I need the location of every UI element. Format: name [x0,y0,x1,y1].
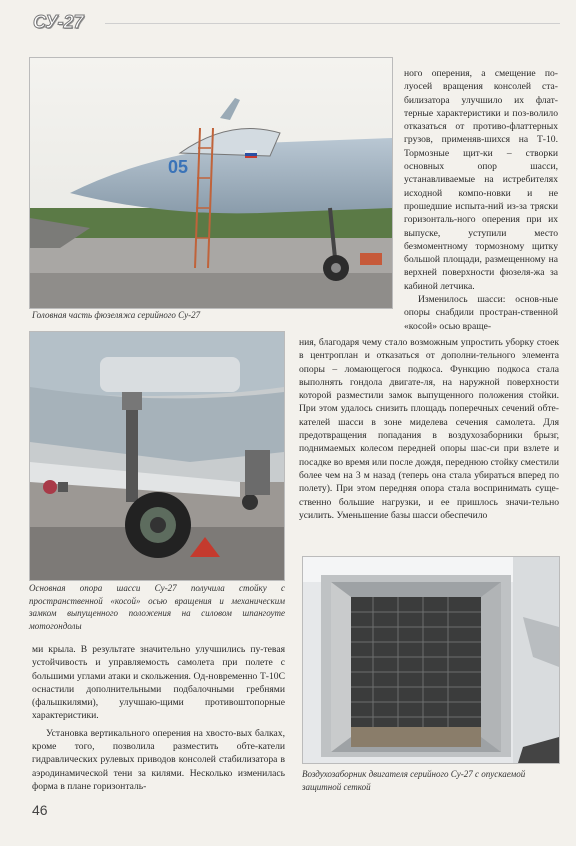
text-column-left-bottom [32,643,285,793]
magazine-logo: СУ-27 [33,12,84,32]
photo-main-landing-gear [29,331,285,581]
header-rule [105,23,560,24]
photo-caption-air-intake: Воздухозаборник двигателя серийного Су-27 с опускаемой защитной сеткой [302,769,526,792]
paragraph: Установка вертикального оперения на хвосто-вых балках, кроме того, позволила разместить обте-катели гидравлических рулевых приводов консолей стабилизатора в аэродинамической тени за килями. Несколько изменилась форма в плане горизонталь- [32,727,285,792]
text-column-right-top [404,67,558,333]
page-number: 46 [32,802,48,818]
paragraph: Изменилось шасси: основ-ные опоры снабдили простран-ственной «косой» осью враще- [404,294,558,332]
paragraph: ми крыла. В результате значительно улучшились пу-тевая устойчивость и управляемость самолета при полете с большими углами атаки и скольжения. Од-новременно Т-10С оснастили дополнительными подбалочными гребнями (фальшкилями), улучшаю-щими противоштопорные характеристики. [32,644,285,722]
photo-air-intake [302,556,560,764]
page-header [0,0,576,30]
text-block-middle [299,336,559,522]
paragraph: ния, благодаря чему стало возможным упростить уборку стоек в центроплан и отказаться от дополни-тельного элемента опоры – ломающегося подкоса. Функцию подкоса стала выполнять гондола двигате-ля, на наружной поверхности которой разместили замок выпущенного положения стойки. При этом удалось снизить площадь поперечных сечений обте-кателей шасси в зоне миделева сечения самолета. Для предотвращения попадания в воздухозаборники брызг, поднимаемых колесом передней опоры шас-си при взлете и посадке во время или после дождя, переднюю стойку сместили более чем на 3 м назад (теперь она стала убираться вперед по полету). При этом передняя опора стала воспринимать суще-ственно большие нагрузки, и ее пришлось значи-тельно усилить. Уменьшение базы шасси обеспечило [299,337,559,521]
photo-caption-nose: Головная часть фюзеляжа серийного Су-27 [32,310,201,320]
nose-number: 05 [168,157,189,177]
paragraph: ного оперения, а смещение по-луосей вращения консолей ста-билизатора улучшило их флат-терные характеристики и поз-волило отказаться от противо-флаттерных грузов, применяв-шихся на Т-10. Тормозные щит-ки – створки основных опор шасси, устанавливаемые на истребителях исходной компо-новки и не прошедшие испыта-ний из-за тряски горизонталь-ного оперения при их выпуске, уступили место безмоментному тормозному щитку большой площади, размещенному на верхней поверхности фюзеля-жа за кабиной летчика. [404,68,558,292]
photo-caption-landing-gear: Основная опора шасси Су-27 получила стойку с пространственной «косой» осью вращения и механическим замком выпущенного положения на силовом шпангоуте мотогондолы [29,583,285,631]
photo-nose-section [29,57,393,309]
